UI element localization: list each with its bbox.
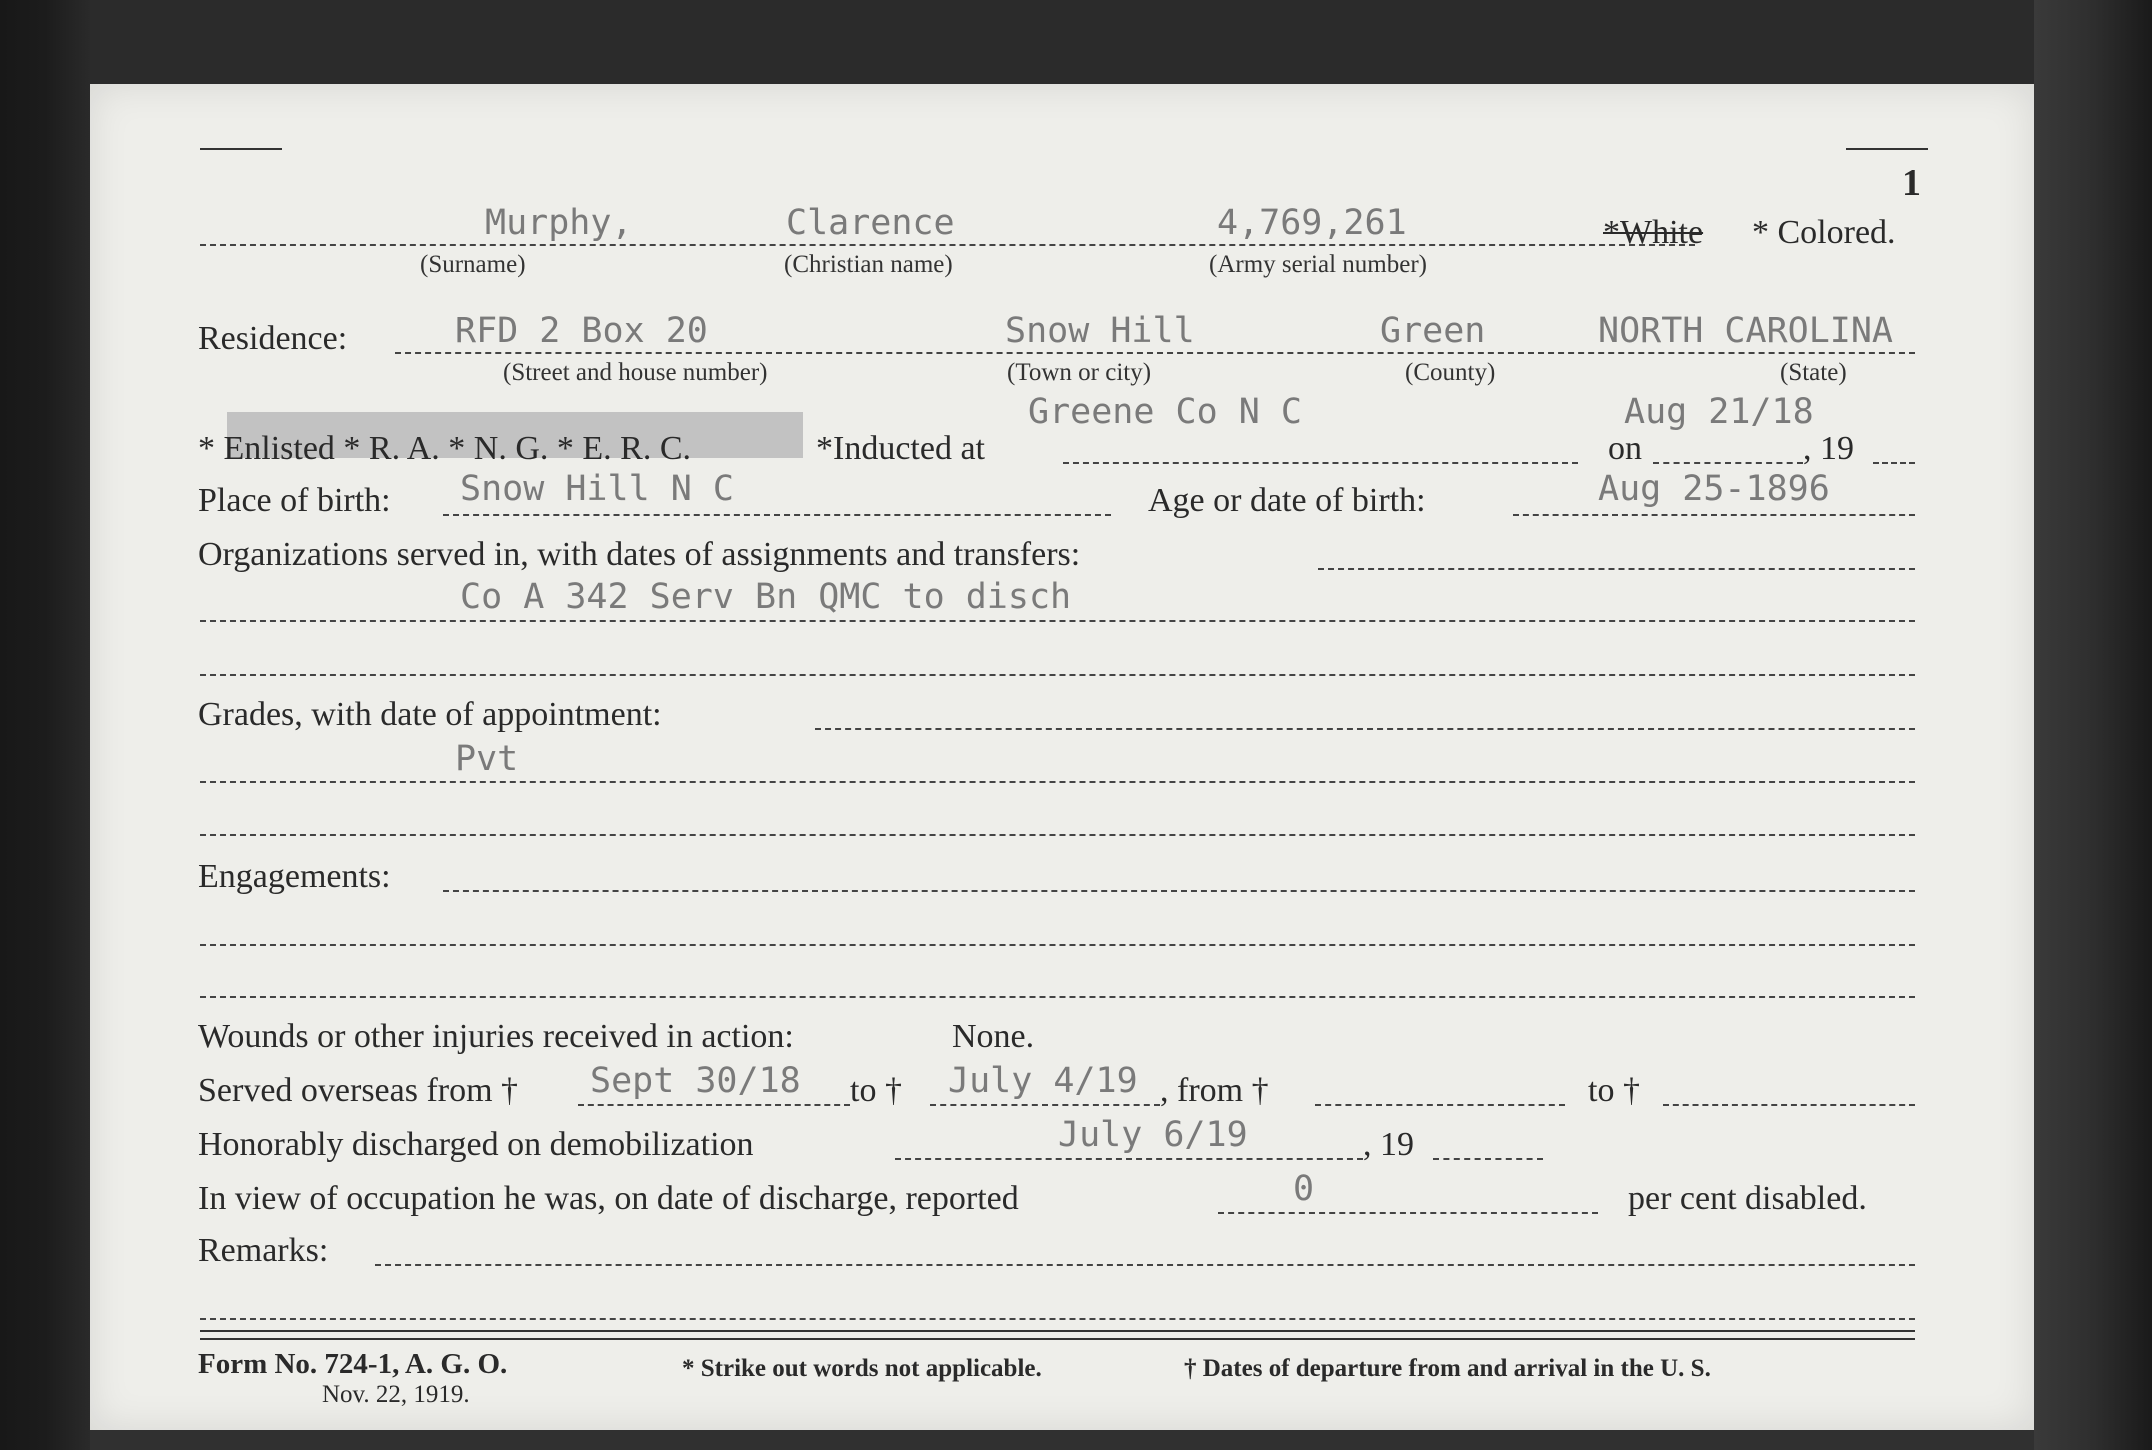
- organizations-value: Co A 342 Serv Bn QMC to disch: [460, 577, 1072, 617]
- residence-county-value: Green: [1380, 311, 1486, 351]
- strike-out-note: * Strike out words not applicable.: [682, 1355, 1042, 1382]
- scan-background-top: [0, 0, 2152, 85]
- discharge-year-line: [1433, 1158, 1543, 1160]
- inducted-label: *Inducted at: [816, 430, 985, 467]
- overseas-to-label: to †: [850, 1072, 902, 1109]
- age-line: [1513, 514, 1915, 516]
- remarks-label: Remarks:: [198, 1232, 329, 1269]
- remarks-line-1: [375, 1264, 1915, 1266]
- date-of-birth-value: Aug 25-1896: [1598, 469, 1830, 509]
- discharge-label: Honorably discharged on demobilization: [198, 1126, 754, 1163]
- surname-value: Murphy,: [485, 203, 633, 243]
- race-white-option: *White: [1603, 214, 1704, 251]
- residence-label: Residence:: [198, 320, 348, 357]
- overseas-to-line-2: [1663, 1104, 1915, 1106]
- grades-line-1: [815, 728, 1915, 730]
- footer-rule-1: [200, 1330, 1915, 1332]
- overseas-from-line: [578, 1104, 850, 1106]
- served-overseas-label: Served overseas from †: [198, 1072, 519, 1109]
- disability-line: [1218, 1212, 1598, 1214]
- dates-note: † Dates of departure from and arrival in the U. S.: [1184, 1355, 1711, 1382]
- wounds-label: Wounds or other injuries received in action:: [198, 1018, 794, 1055]
- place-of-birth-label: Place of birth:: [198, 482, 391, 519]
- induction-date-value: Aug 21/18: [1624, 392, 1814, 432]
- overseas-to-label-2: to †: [1588, 1072, 1640, 1109]
- service-record-card: [90, 84, 2034, 1430]
- residence-street-value: RFD 2 Box 20: [455, 311, 708, 351]
- form-number: Form No. 724-1, A. G. O.: [198, 1348, 508, 1380]
- serial-number-value: 4,769,261: [1217, 203, 1407, 243]
- organizations-line-3: [200, 674, 1915, 676]
- state-caption: (State): [1780, 359, 1847, 386]
- age-label: Age or date of birth:: [1148, 482, 1426, 519]
- overseas-from-line-2: [1315, 1104, 1565, 1106]
- overseas-to-value: July 4/19: [948, 1061, 1138, 1101]
- enlistment-options: * Enlisted * R. A. * N. G. * E. R. C.: [198, 430, 692, 467]
- footer-rule-2: [200, 1338, 1915, 1340]
- discharge-line: [895, 1158, 1363, 1160]
- town-caption: (Town or city): [1007, 359, 1152, 386]
- year-suffix: , 19: [1803, 430, 1854, 467]
- overseas-from-label-2: , from †: [1160, 1072, 1269, 1109]
- overseas-to-line: [930, 1104, 1160, 1106]
- overseas-from-value: Sept 30/18: [590, 1061, 801, 1101]
- residence-town-value: Snow Hill: [1005, 311, 1195, 351]
- induction-date-line: [1653, 462, 1803, 464]
- place-of-birth-line: [443, 514, 1111, 516]
- organizations-line-1: [1318, 568, 1915, 570]
- remarks-line-2: [200, 1318, 1915, 1320]
- year-line: [1873, 462, 1915, 464]
- grades-value: Pvt: [455, 739, 519, 779]
- inducted-line: [1063, 462, 1578, 464]
- discharge-date-value: July 6/19: [1058, 1115, 1248, 1155]
- disability-value: 0: [1293, 1169, 1315, 1209]
- form-date: Nov. 22, 1919.: [322, 1381, 470, 1408]
- christian-name-value: Clarence: [786, 203, 955, 243]
- serial-number-caption: (Army serial number): [1209, 251, 1427, 278]
- disability-suffix: per cent disabled.: [1628, 1180, 1867, 1217]
- top-left-rule: [200, 148, 282, 150]
- top-right-rule: [1846, 148, 1928, 150]
- grades-line-3: [200, 834, 1915, 836]
- engagements-label: Engagements:: [198, 858, 391, 895]
- engagements-line-1: [443, 890, 1915, 892]
- discharge-year-suffix: , 19: [1363, 1126, 1414, 1163]
- scan-background-right: [2034, 0, 2152, 1450]
- engagements-line-3: [200, 996, 1915, 998]
- street-caption: (Street and house number): [503, 359, 768, 386]
- name-line: [200, 244, 1695, 246]
- christian-name-caption: (Christian name): [784, 251, 953, 278]
- engagements-line-2: [200, 944, 1915, 946]
- organizations-label: Organizations served in, with dates of assignments and transfers:: [198, 536, 1081, 573]
- on-label: on: [1608, 430, 1642, 467]
- organizations-line-2: [200, 620, 1915, 622]
- residence-line: [395, 352, 1915, 354]
- race-colored-option: * Colored.: [1752, 214, 1896, 251]
- disability-label: In view of occupation he was, on date of discharge, reported: [198, 1180, 1019, 1217]
- surname-caption: (Surname): [420, 251, 526, 278]
- place-of-birth-value: Snow Hill N C: [460, 469, 734, 509]
- scan-background-left: [0, 0, 90, 1450]
- card-number: 1: [1902, 162, 1921, 204]
- inducted-place-value: Greene Co N C: [1028, 392, 1302, 432]
- county-caption: (County): [1405, 359, 1496, 386]
- residence-state-value: NORTH CAROLINA: [1598, 311, 1894, 351]
- grades-line-2: [200, 781, 1915, 783]
- grades-label: Grades, with date of appointment:: [198, 696, 662, 733]
- wounds-value: None.: [952, 1018, 1035, 1055]
